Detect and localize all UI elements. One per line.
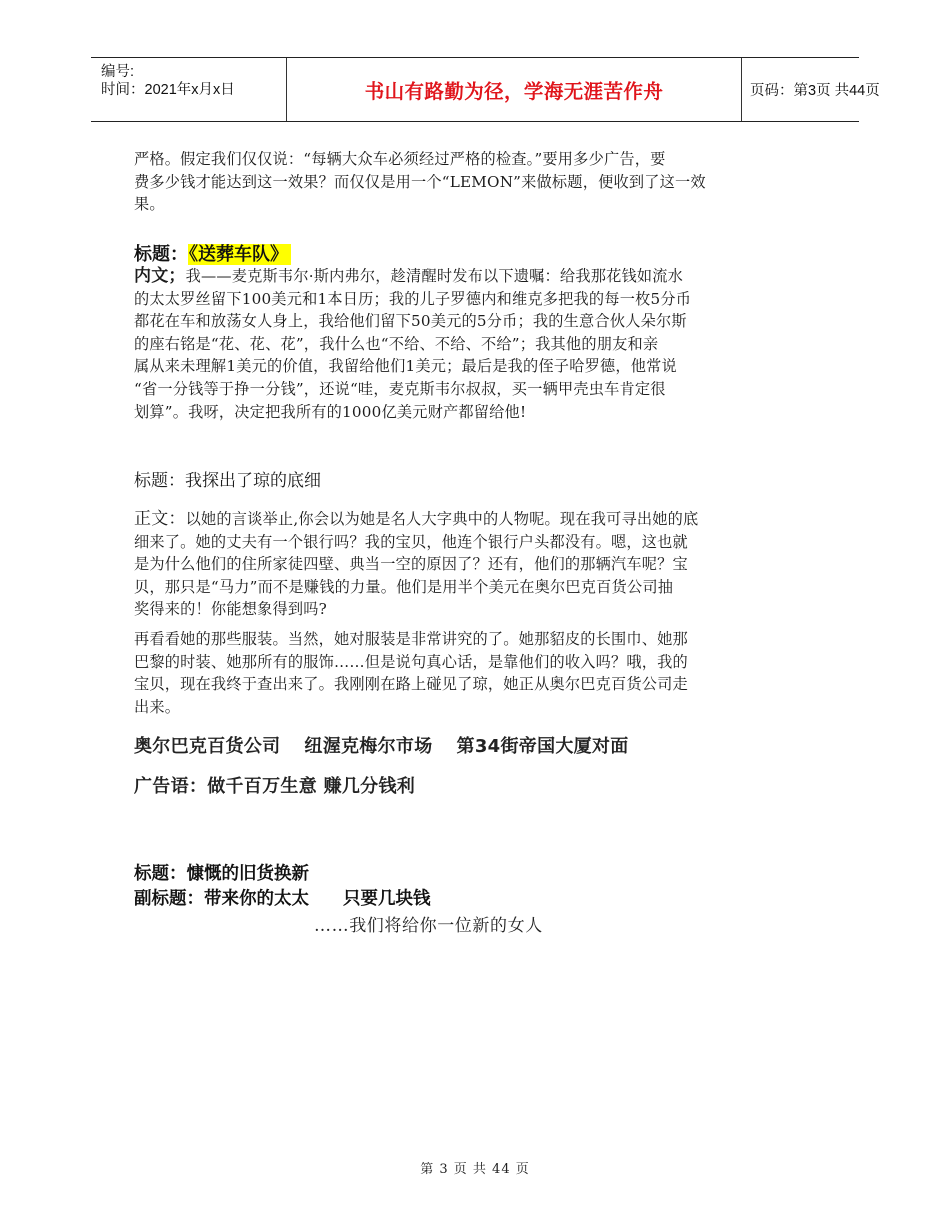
text-line bbox=[134, 265, 820, 288]
text-line: 出来。 bbox=[134, 697, 181, 716]
text-line: 属从来未理解1美元的价值，我留给他们1美元；最后是我的侄子哈罗德，他常说 bbox=[134, 357, 677, 376]
ad3-subtitle-label: 副标题：带来你的太太 bbox=[134, 889, 309, 909]
number-label: 编号: bbox=[101, 64, 135, 80]
address-part: 奥尔巴克百货公司 bbox=[134, 736, 281, 757]
ad1-body-label: 内文； bbox=[134, 266, 186, 286]
address-part: 第34街帝国大厦对面 bbox=[456, 736, 629, 757]
text-line: 贝，那只是“马力”而不是赚钱的力量。他们是用半个美元在奥尔巴克百货公司抽 bbox=[134, 577, 674, 596]
text-line: 费多少钱才能达到这一效果？而仅仅是用一个“LEMON”来做标题，便收到了这一效 bbox=[134, 172, 706, 191]
ad2-paragraph-1 bbox=[134, 508, 820, 621]
text-line: 都花在车和放荡女人身上，我给他们留下50美元的5分币；我的生意合伙人朵尔斯 bbox=[134, 312, 687, 331]
address-part: 纽渥克梅尔市场 bbox=[304, 736, 433, 757]
ad1-body-line: 我——麦克斯韦尔·斯内弗尔，趁清醒时发布以下遗嘱：给我那花钱如流水 bbox=[185, 267, 684, 285]
ad2-body-label: 正文： bbox=[134, 509, 186, 529]
header-page-cell bbox=[742, 58, 880, 121]
page-footer: 第 3 页 共 44 页 bbox=[420, 1162, 530, 1177]
text-line: 果。 bbox=[134, 195, 165, 214]
text-line: “省一分钱等于挣一分钱”，还说“哇，麦克斯韦尔叔叔，买一辆甲壳虫车肯定很 bbox=[134, 379, 666, 398]
text-line: 的太太罗丝留下100美元和1本日历；我的儿子罗德内和维克多把我的每一枚5分币 bbox=[134, 289, 692, 308]
text-line: 细来了。她的丈夫有一个银行吗？我的宝贝，他连个银行户头都没有。嗯，这也就 bbox=[134, 532, 688, 551]
ad2-title: 标题：我探出了琼的底细 bbox=[134, 471, 321, 491]
ad3-tagline: ……我们将给你一位新的女人 bbox=[314, 916, 543, 936]
date-label: 时间：2021年x月x日 bbox=[101, 82, 235, 98]
intro-paragraph bbox=[134, 148, 820, 216]
ad3-subtitle bbox=[134, 885, 431, 910]
ad1-title-label: 标题： bbox=[134, 244, 188, 265]
ad1-body bbox=[134, 265, 820, 423]
ad2-address bbox=[134, 732, 629, 758]
ad2-body-line: 以她的言谈举止,你会以为她是名人大字典中的人物呢。现在我可寻出她的底 bbox=[185, 510, 699, 528]
text-line: 再看看她的那些服装。当然，她对服装是非常讲究的了。她那貂皮的长围巾、她那 bbox=[134, 630, 688, 648]
page-header bbox=[91, 57, 880, 122]
header-motto: 书山有路勤为径，学海无涯苦作舟 bbox=[364, 79, 664, 103]
ad2-slogan: 广告语：做千百万生意 赚几分钱利 bbox=[134, 776, 416, 797]
ad2-paragraph-2 bbox=[134, 628, 820, 718]
ad1-title-highlight: 《送葬车队》 bbox=[188, 244, 291, 265]
header-left-cell bbox=[91, 58, 286, 121]
ad3-title: 标题：慷慨的旧货换新 bbox=[134, 864, 309, 884]
text-line: 是为什么他们的住所家徒四壁、典当一空的原因了？还有，他们的那辆汽车呢？宝 bbox=[134, 555, 688, 574]
header-motto-cell bbox=[286, 58, 742, 121]
text-line: 严格。假定我们仅仅说：“每辆大众车必须经过严格的检查。”要用多少广告，要 bbox=[134, 150, 666, 168]
header-page-code: 页码：第3页 共44页 bbox=[750, 83, 880, 99]
text-line bbox=[134, 508, 820, 531]
text-line: 的座右铭是“花、花、花”，我什么也“不给、不给、不给”；我其他的朋友和亲 bbox=[134, 334, 659, 353]
ad1-title bbox=[134, 240, 291, 266]
text-line: 宝贝，现在我终于查出来了。我刚刚在路上碰见了琼，她正从奥尔巴克百货公司走 bbox=[134, 675, 688, 694]
text-line: 巴黎的时装、她那所有的服饰……但是说句真心话，是靠他们的收入吗？哦，我的 bbox=[134, 652, 688, 671]
text-line: 奖得来的！你能想象得到吗? bbox=[134, 600, 327, 619]
text-line: 划算”。我呀，决定把我所有的1000亿美元财产都留给他! bbox=[134, 402, 527, 421]
ad3-subtitle-tail: 只要几块钱 bbox=[343, 889, 431, 909]
